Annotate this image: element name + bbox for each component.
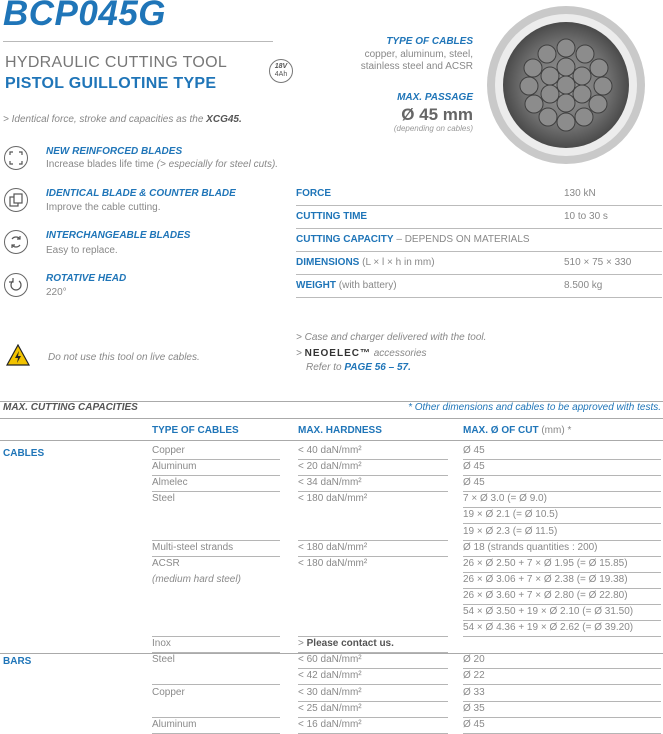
- cell-type: ACSR: [152, 557, 180, 569]
- type-of-cables-label: TYPE OF CABLES: [386, 36, 473, 47]
- cell-hardness: < 30 daN/mm²: [298, 685, 448, 702]
- spec-value: 10 to 30 s: [564, 211, 608, 222]
- header-hardness: MAX. HARDNESS: [298, 425, 382, 436]
- refer-note[interactable]: Refer to PAGE 56 – 57.: [306, 362, 411, 373]
- cell-cut: Ø 35: [463, 701, 661, 718]
- cell-type: Aluminum: [152, 717, 280, 734]
- identical-note-text: > Identical force, stroke and capacities as the: [3, 114, 207, 125]
- cell-cut: 54 × Ø 3.50 + 19 × Ø 2.10 (= Ø 31.50): [463, 604, 661, 621]
- cell-hardness: [298, 572, 448, 588]
- cell-cut: Ø 20: [463, 652, 661, 669]
- cell-type: Copper: [152, 686, 185, 698]
- cell-cut: Ø 22: [463, 668, 661, 685]
- group-cables: CABLES: [3, 448, 45, 459]
- cell-type: Steel: [152, 654, 175, 666]
- group-bars: BARS: [3, 656, 32, 667]
- feature-title-2: IDENTICAL BLADE & COUNTER BLADE: [46, 188, 236, 199]
- cell-cut: Ø 45: [463, 443, 661, 460]
- cell-hardness: [298, 524, 448, 541]
- cell-type: [152, 668, 280, 685]
- header-cut: MAX. Ø OF CUT (mm) *: [463, 425, 572, 436]
- feature-title-3: INTERCHANGEABLE BLADES: [46, 230, 191, 241]
- spec-key: WEIGHT (with battery): [296, 280, 397, 291]
- cell-cut: Ø 45: [463, 475, 661, 492]
- cell-hardness: > Please contact us.: [298, 636, 448, 653]
- feature-title-4: ROTATIVE HEAD: [46, 273, 127, 284]
- cell-cut: 54 × Ø 4.36 + 19 × Ø 2.62 (= Ø 39.20): [463, 620, 661, 637]
- spec-key: FORCE: [296, 188, 331, 199]
- cell-hardness: < 180 daN/mm²: [298, 557, 368, 569]
- accessories-note: > NEOELEC™ accessories: [296, 348, 427, 359]
- cell-cut: Ø 18 (strands quantities : 200): [463, 540, 661, 557]
- contact-us-text: Please contact us.: [306, 638, 394, 650]
- cell-hardness: < 42 daN/mm²: [298, 668, 448, 685]
- spec-value: 510 × 75 × 330: [564, 257, 632, 268]
- cell-hardness: < 60 daN/mm²: [298, 652, 448, 669]
- cell-cut: 19 × Ø 2.1 (= Ø 10.5): [463, 507, 661, 524]
- cell-type: [152, 524, 280, 541]
- cell-type: Multi-steel strands: [152, 540, 280, 557]
- section-note: * Other dimensions and cables to be approved with tests.: [408, 402, 661, 413]
- identical-note-model: XCG45.: [206, 114, 242, 125]
- cell-type: [152, 620, 280, 637]
- neoelec-logo: NEOELEC™: [304, 348, 371, 359]
- cell-type: [152, 701, 280, 718]
- cell-hardness: [298, 507, 448, 523]
- cell-hardness: [298, 588, 448, 604]
- cell-hardness: < 180 daN/mm²: [298, 493, 368, 505]
- spec-value: 130 kN: [564, 188, 596, 199]
- product-type: PISTOL GUILLOTINE TYPE: [5, 75, 217, 92]
- type-of-cables-line1: copper, aluminum, steel,: [364, 49, 473, 60]
- spec-key: CUTTING CAPACITY – DEPENDS ON MATERIALS: [296, 234, 530, 245]
- cell-hardness: < 16 daN/mm²: [298, 717, 448, 734]
- section-title: MAX. CUTTING CAPACITIES: [3, 402, 138, 413]
- cell-cut: [463, 636, 661, 652]
- feature-desc-3: Easy to replace.: [46, 245, 118, 256]
- product-model-title: BCP045G: [3, 0, 167, 33]
- cell-cut: 19 × Ø 2.3 (= Ø 11.5): [463, 524, 661, 541]
- cell-hardness: < 40 daN/mm²: [298, 443, 448, 460]
- cell-type: Steel: [152, 493, 175, 505]
- max-passage-note: (depending on cables): [393, 124, 473, 133]
- product-category: HYDRAULIC CUTTING TOOL: [5, 54, 228, 71]
- cell-type: Copper: [152, 443, 280, 460]
- cell-type: [152, 604, 280, 620]
- cell-hardness: < 34 daN/mm²: [298, 475, 448, 492]
- battery-capacity: 4Ah: [274, 71, 288, 78]
- max-passage-label: MAX. PASSAGE: [397, 92, 473, 103]
- cell-type: Aluminum: [152, 459, 280, 476]
- cell-type: Almelec: [152, 475, 280, 492]
- spec-key: CUTTING TIME: [296, 211, 368, 222]
- cell-cut: Ø 33: [463, 685, 661, 702]
- feature-desc-2: Improve the cable cutting.: [46, 202, 161, 213]
- feature-title-1: NEW REINFORCED BLADES: [46, 146, 183, 157]
- cell-hardness: < 20 daN/mm²: [298, 459, 448, 476]
- header-type: TYPE OF CABLES: [152, 425, 239, 436]
- cell-hardness: [298, 604, 448, 620]
- feature-desc-4: 220°: [46, 287, 67, 298]
- cell-type: (medium hard steel): [152, 573, 241, 585]
- cell-type: [152, 507, 280, 523]
- spec-key: DIMENSIONS (L × l × h in mm): [296, 257, 435, 268]
- cell-type: Inox: [152, 636, 280, 653]
- cell-cut: 7 × Ø 3.0 (= Ø 9.0): [463, 491, 661, 508]
- type-of-cables-line2: stainless steel and ACSR: [360, 61, 473, 72]
- warning-text: Do not use this tool on live cables.: [48, 352, 200, 363]
- cell-cut: Ø 45: [463, 717, 661, 734]
- feature-desc-1-text: Increase blades life time: [46, 159, 157, 170]
- cell-hardness: < 180 daN/mm²: [298, 540, 448, 557]
- cell-cut: 26 × Ø 2.50 + 7 × Ø 1.95 (= Ø 15.85): [463, 556, 661, 573]
- feature-desc-1-note: (> especially for steel cuts).: [156, 159, 279, 170]
- refer-pages-link[interactable]: PAGE 56 – 57.: [344, 362, 411, 373]
- cell-hardness: < 25 daN/mm²: [298, 701, 448, 718]
- cell-cut: 26 × Ø 3.06 + 7 × Ø 2.38 (= Ø 19.38): [463, 572, 661, 589]
- cell-cut: 26 × Ø 3.60 + 7 × Ø 2.80 (= Ø 22.80): [463, 588, 661, 605]
- case-note: > Case and charger delivered with the tool.: [296, 332, 487, 343]
- battery-voltage: 18V: [274, 63, 288, 70]
- cell-hardness: [298, 620, 448, 637]
- spec-value: 8.500 kg: [564, 280, 603, 291]
- max-passage-value: Ø 45 mm: [401, 105, 473, 124]
- cell-cut: Ø 45: [463, 459, 661, 476]
- cell-type: [152, 588, 280, 604]
